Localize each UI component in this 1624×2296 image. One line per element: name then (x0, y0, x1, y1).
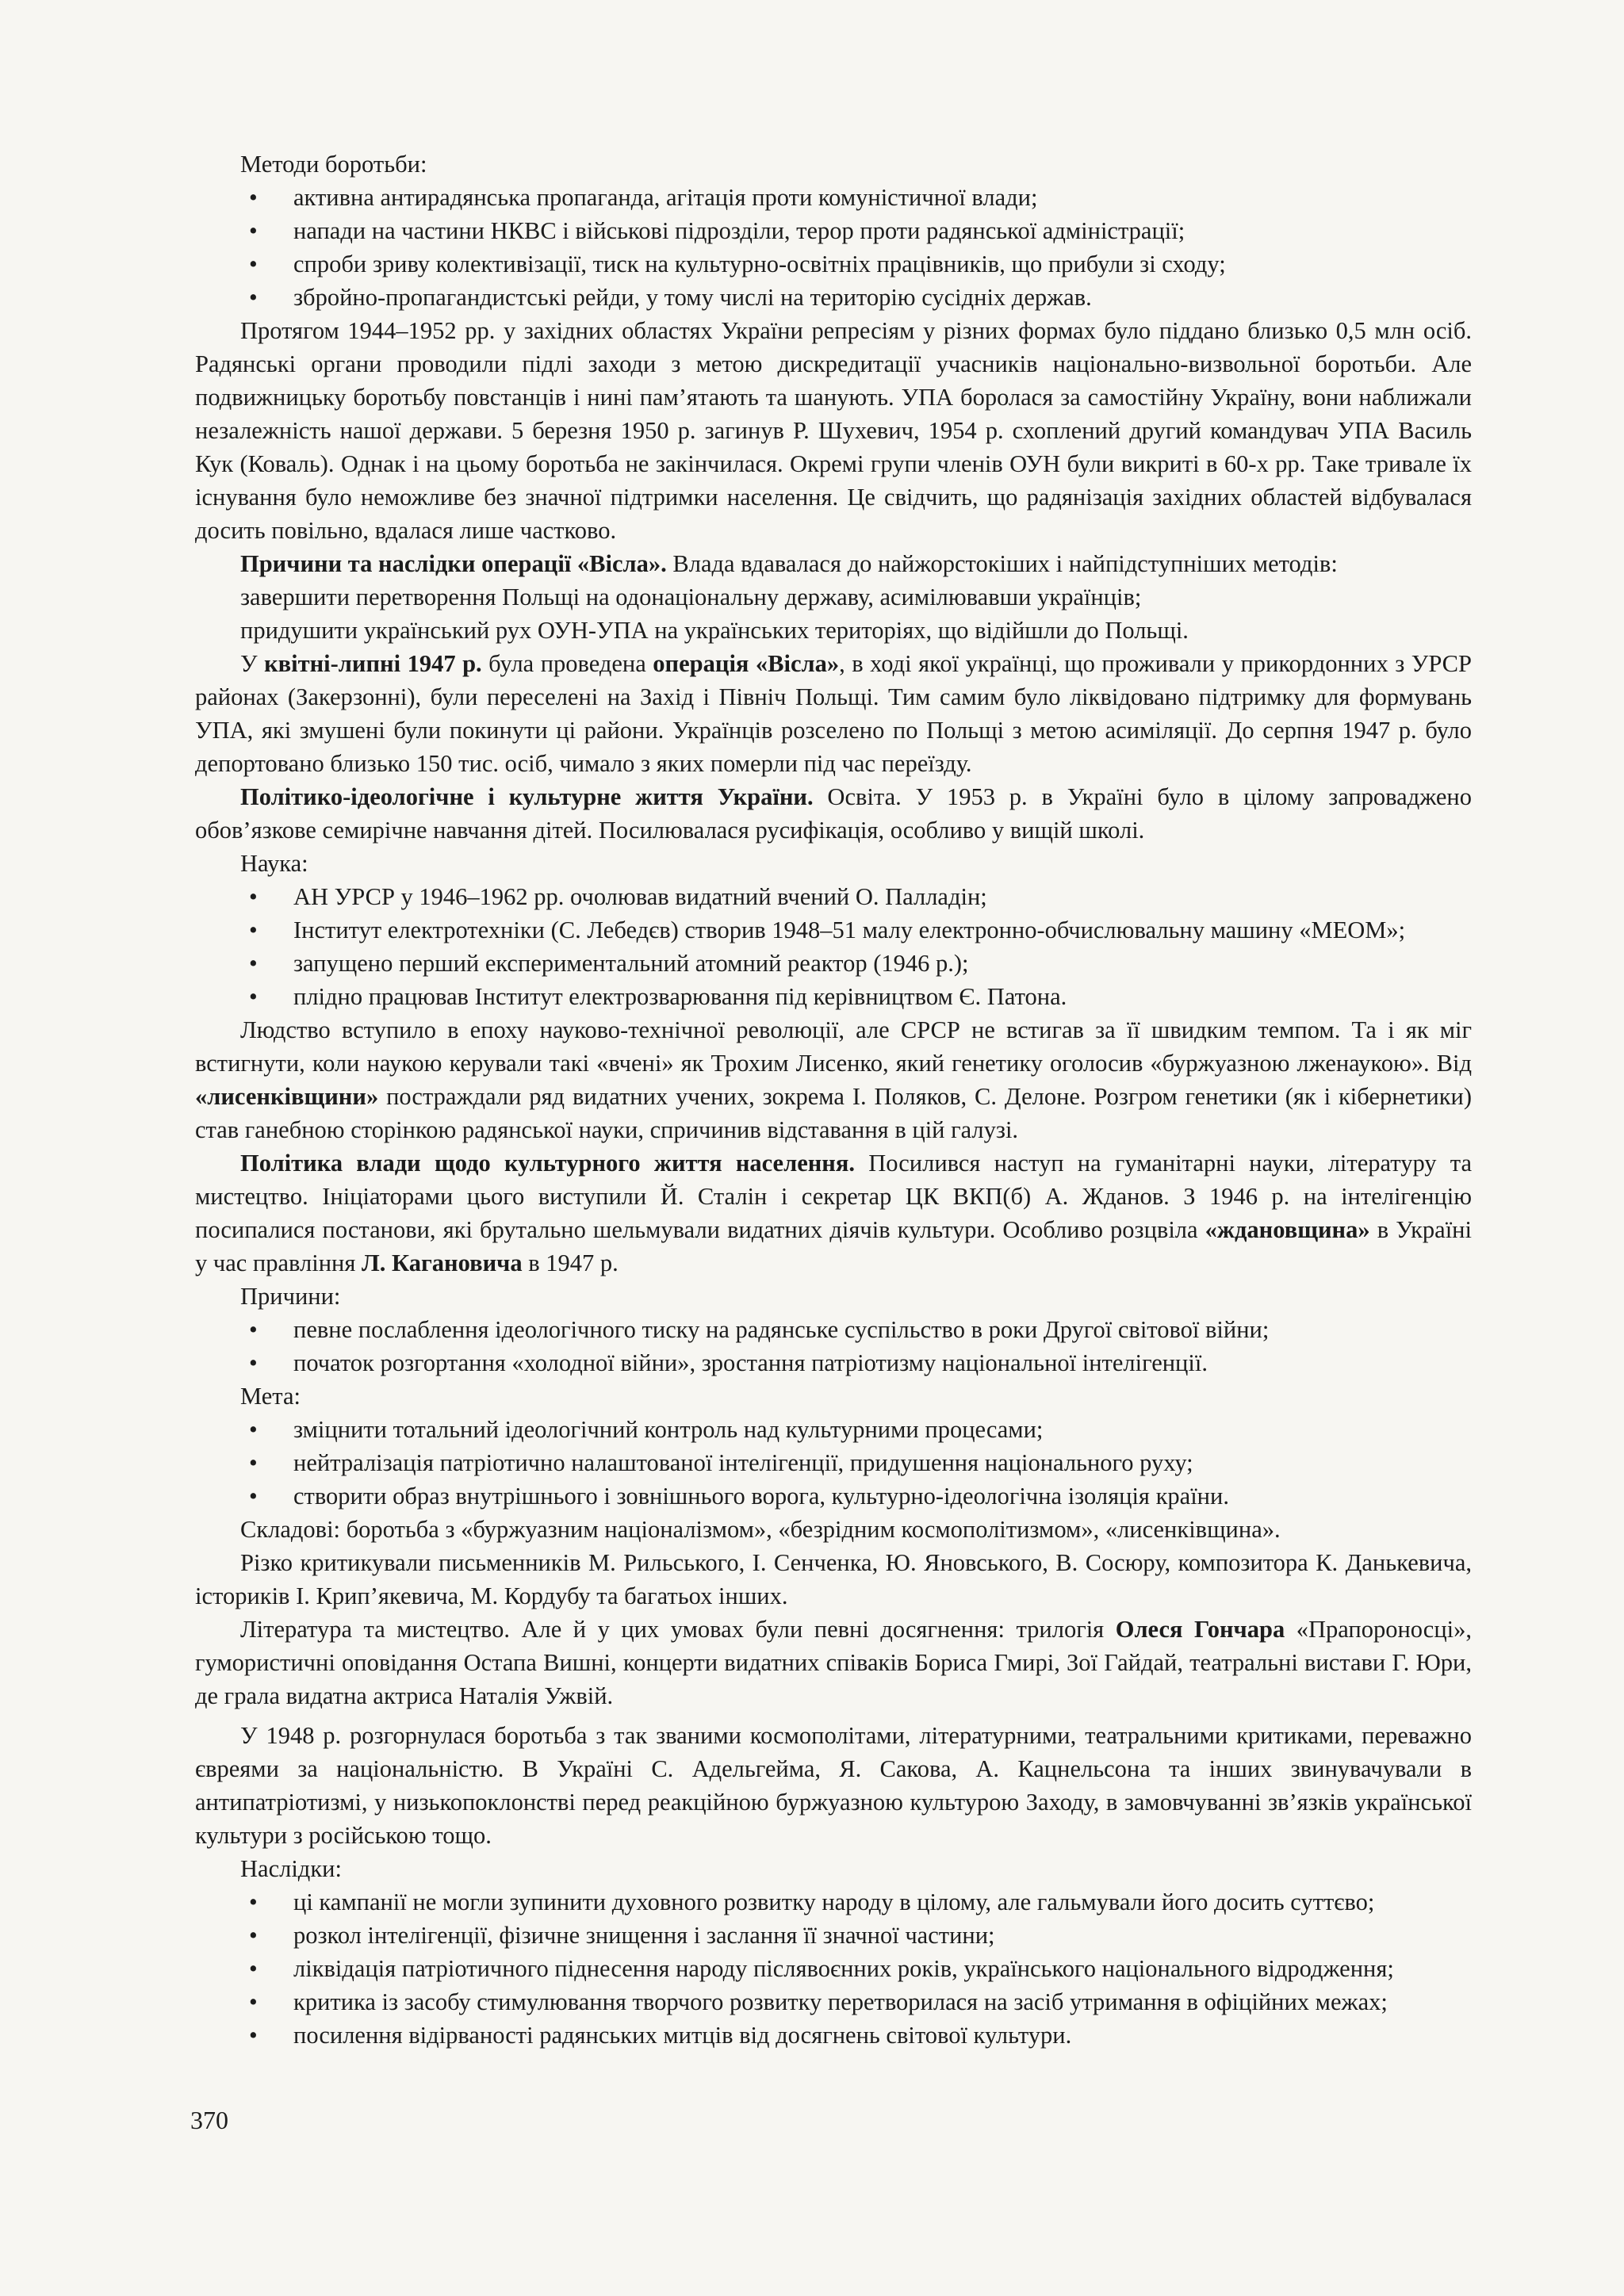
policy-paragraph: Політика влади щодо культурного життя населення. Посилився наступ на гуманітарні науки, літературу та мистецтво. Ініціаторами цього виступили Й. Сталін і секретар ЦК ВКП(б) А. Жданов. З 1946 р. на інтелігенцію посипалися постанови, які брутально шельмували видатних діячів культури. Особливо розцвіла «ждановщина» в Україні у час правління Л. Кагановича в 1947 р. (195, 1150, 1472, 1276)
kaganovich-name: Л. Кагановича (362, 1249, 523, 1276)
list-item: • активна антирадянська пропаганда, агітація проти комуністичної влади; (195, 181, 1472, 214)
list-item: • певне послаблення ідеологічного тиску на радянське суспільство в роки Другої світової війни; (195, 1313, 1472, 1346)
page-body (195, 147, 1472, 2052)
literature-paragraph: Література та мистецтво. Але й у цих умовах були певні досягнення: трилогія Олеся Гончара «Прапороносці», гумористичні оповідання Остапа Вишні, концерти видатних співаків Бориса Гмирі, Зої Гайдай, театральні вистави Г. Юри, де грала видатна актриса Наталія Ужвій. (195, 1616, 1473, 1709)
list-item: • розкол інтелігенції, фізичне знищення і заслання її значної частини; (195, 1919, 1472, 1952)
results-label: Наслідки: (240, 1855, 342, 1882)
methods-list (195, 181, 1472, 314)
list-item: • нейтралізація патріотично налаштованої інтелігенції, придушення національного руху; (195, 1446, 1472, 1479)
bullet-icon: • (249, 916, 258, 943)
list-item: • ці кампанії не могли зупинити духовного розвитку народу в цілому, але гальмували його досить суттєво; (195, 1885, 1472, 1919)
bullet-icon: • (249, 251, 258, 277)
bullet-icon: • (249, 1449, 258, 1476)
bullet-icon: • (249, 184, 258, 211)
list-item: • напади на частини НКВС і військові підрозділи, терор проти радянської адміністрації; (195, 214, 1472, 247)
visla-date: квітні-липні 1947 р. (264, 650, 482, 677)
bullet-icon: • (249, 883, 258, 910)
list-item: • запущено перший експериментальний атомний реактор (1946 р.); (195, 947, 1472, 980)
list-item: • плідно працював Інститут електрозварювання під керівництвом Є. Патона. (195, 980, 1472, 1013)
criticized-paragraph: Різко критикували письменників М. Рильського, І. Сенченка, Ю. Яновського, В. Сосюру, композитора К. Данькевича, істориків І. Крип’якевича, М. Кордубу та багатьох інших. (195, 1549, 1472, 1609)
visla-goal-line-1: завершити перетворення Польщі на одонаціональну державу, асимілювавши українців; (240, 584, 1142, 610)
bullet-icon: • (249, 217, 258, 244)
bullet-icon: • (249, 284, 258, 311)
bullet-icon: • (249, 1922, 258, 1949)
bullet-icon: • (249, 950, 258, 977)
zhdanov-term: «ждановщина» (1205, 1216, 1370, 1243)
causes-label: Причини: (240, 1283, 341, 1310)
bullet-icon: • (249, 1988, 258, 2015)
methods-heading: Методи боротьби: (240, 151, 427, 178)
culture-paragraph: Політико-ідеологічне і культурне життя України. Освіта. У 1953 р. в Україні було в цілому запроваджено обов’язкове семирічне навчання дітей. Посилювалася русифікація, особливо у вищій школі. (195, 783, 1472, 844)
list-item: • початок розгортання «холодної війни», зростання патріотизму національної інтелігенції. (195, 1346, 1472, 1380)
goal-label: Мета: (240, 1383, 301, 1410)
list-item: • ліквідація патріотичного піднесення народу післявоєнних років, українського національного відродження; (195, 1952, 1472, 1985)
list-item: • посилення відірваності радянських митців від досягнень світової культури. (195, 2019, 1472, 2052)
science-list (195, 880, 1472, 1013)
gonchar-name: Олеся Гончара (1115, 1616, 1285, 1643)
cosmopolitans-paragraph: У 1948 р. розгорнулася боротьба з так званими космополітами, літературними, театральними критиками, переважно євреями за національністю. В Україні С. Адельгейма, Я. Сакова, А. Кацнельсона та інших звинувачували в антипатріотизмі, у низькопоклонстві перед реакційною буржуазною культурою Заходу, в замовчуванні зв’язків української культури з російською тощо. (195, 1722, 1472, 1849)
list-item: • створити образ внутрішнього і зовнішнього ворога, культурно-ідеологічна ізоляція країни. (195, 1479, 1472, 1513)
science-label: Наука: (240, 850, 308, 877)
list-item: • спроби зриву колективізації, тиск на культурно-освітніх працівників, що прибули зі сходу; (195, 247, 1472, 281)
visla-operation-name: операція «Вісла» (653, 650, 840, 677)
page-number: 370 (190, 2106, 228, 2134)
visla-intro-paragraph (195, 547, 1472, 580)
lysenko-paragraph: Людство вступило в епоху науково-технічної революції, але СРСР не встигав за її швидким темпом. Та і як міг встигнути, коли наукою керували такі «вчені» як Трохим Лисенко, який генетику оголосив «буржуазною лженаукою». Від «лисенківщини» постраждали ряд видатних учених, зокрема І. Поляков, С. Делоне. Розгром генетики (як і кібернетики) став ганебною сторінкою радянської науки, спричинив відставання в цій галузі. (195, 1016, 1472, 1143)
causes-list (195, 1313, 1472, 1380)
list-item: • збройно-пропагандистські рейди, у тому числі на територію сусідніх держав. (195, 281, 1472, 314)
components-line: Складові: боротьба з «буржуазним націоналізмом», «безрідним космополітизмом», «лисенківщина». (240, 1516, 1281, 1543)
bullet-icon: • (249, 2022, 258, 2049)
visla-heading: Причини та наслідки операції «Вісла». (240, 550, 667, 577)
list-item: • АН УРСР у 1946–1962 рр. очолював видатний вчений О. Палладін; (195, 880, 1472, 913)
policy-heading: Політика влади щодо культурного життя населення. (240, 1150, 856, 1177)
list-item: • критика із засобу стимулювання творчого розвитку перетворилася на засіб утримання в офіційних межах; (195, 1985, 1472, 2019)
bullet-icon: • (249, 1483, 258, 1510)
bullet-icon: • (249, 1316, 258, 1343)
visla-goal-line-2: придушити український рух ОУН-УПА на українських територіях, що відійшли до Польщі. (240, 617, 1189, 644)
list-item: • Інститут електротехніки (С. Лебедєв) створив 1948–51 малу електронно-обчислювальну машину «МЕОМ»; (195, 913, 1472, 947)
repressions-paragraph: Протягом 1944–1952 рр. у західних областях України репресіям у різних формах було піддано близько 0,5 млн осіб. Радянські органи проводили підлі заходи з метою дискредитації учасників національно-визвольної боротьби. Але подвижницьку боротьбу повстанців і нині пам’ятають та шанують. УПА боролася за самостійну Україну, вони наближали незалежність нашої держави. 5 березня 1950 р. загинув Р. Шухевич, 1954 р. схоплений другий командувач УПА Василь Кук (Коваль). Однак і на цьому боротьба не закінчилася. Окремі групи членів ОУН були викриті в 60-х рр. Таке тривале їх існування було неможливе без значної підтримки населення. Це свідчить, що радянізація західних областей відбувалася досить повільно, вдалася лише частково. (195, 317, 1472, 544)
bullet-icon: • (249, 1416, 258, 1443)
goals-list (195, 1413, 1472, 1513)
bullet-icon: • (249, 983, 258, 1010)
bullet-icon: • (249, 1955, 258, 1982)
lysenko-term: «лисенківщини» (195, 1083, 379, 1110)
culture-heading: Політико-ідеологічне і культурне життя України. (240, 783, 814, 810)
list-item: • зміцнити тотальний ідеологічний контроль над культурними процесами; (195, 1413, 1472, 1446)
results-list (195, 1885, 1472, 2052)
visla-operation-paragraph: У квітні-липні 1947 р. була проведена операція «Вісла», в ході якої українці, що проживали у прикордонних з УРСР районах (Закерзонні), були переселені на Захід і Північ Польщі. Тим самим було ліквідовано підтримку для формувань УПА, які змушені були покинути ці райони. Українців розселено по Польщі з метою асиміляції. До серпня 1947 р. було депортовано близько 150 тис. осіб, чимало з яких померли під час переїзду. (195, 650, 1472, 777)
bullet-icon: • (249, 1888, 258, 1915)
bullet-icon: • (249, 1349, 258, 1376)
visla-intro: Влада вдавалася до найжорстокіших і найпідступніших методів: (672, 550, 1338, 577)
